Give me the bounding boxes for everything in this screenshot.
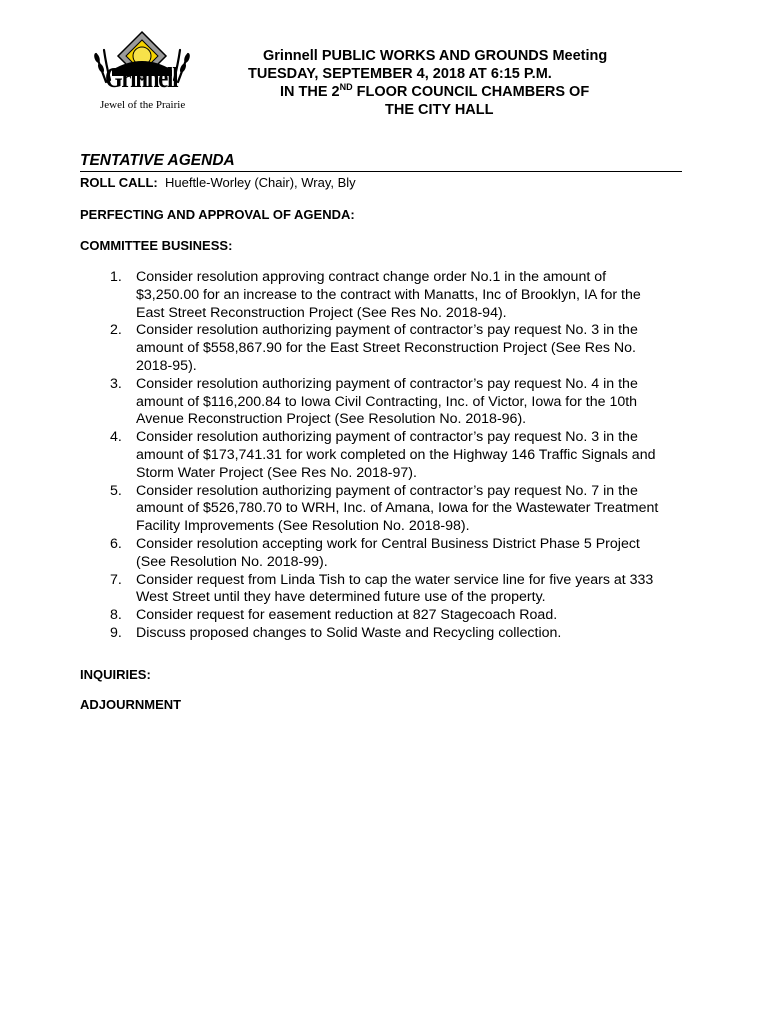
agenda-item bbox=[110, 376, 685, 429]
agenda-item bbox=[110, 572, 685, 608]
agenda-title: TENTATIVE AGENDA bbox=[80, 152, 682, 172]
logo-tagline: Jewel of the Prairie bbox=[100, 99, 186, 111]
agenda-item-text: East Street Reconstruction Project (See Res No. 2018-94). bbox=[136, 304, 507, 321]
meeting-title: Grinnell PUBLIC WORKS AND GROUNDS Meeting bbox=[263, 48, 608, 64]
agenda-item-text: Consider resolution authorizing payment of contractor’s pay request No. 4 in the bbox=[136, 375, 638, 392]
agenda-item-text: Facility Improvements (See Resolution No. 2018-98). bbox=[136, 518, 470, 535]
agenda-item bbox=[110, 429, 685, 482]
agenda-item bbox=[110, 483, 685, 536]
agenda-item-text: Discuss proposed changes to Solid Waste and Recycling collection. bbox=[136, 624, 562, 641]
meeting-location-cont: THE CITY HALL bbox=[385, 102, 494, 118]
agenda-item-text: West Street until they have determined future use of the property. bbox=[136, 589, 546, 606]
agenda-item-text: 2018-95). bbox=[136, 357, 197, 374]
agenda-items bbox=[110, 269, 685, 643]
agenda-item-number: 8. bbox=[110, 607, 122, 624]
roll-call: ROLL CALL: Hueftle-Worley (Chair), Wray, Bly bbox=[80, 175, 356, 190]
agenda-item bbox=[110, 607, 685, 625]
agenda-item-text: Consider request for easement reduction at 827 Stagecoach Road. bbox=[136, 607, 558, 624]
agenda-item-text: amount of $526,780.70 to WRH, Inc. of Amana, Iowa for the Wastewater Treatment bbox=[136, 500, 659, 517]
agenda-item-number: 9. bbox=[110, 624, 122, 641]
agenda-item-number: 4. bbox=[110, 429, 122, 446]
agenda-item bbox=[110, 625, 685, 643]
agenda-item-text: Consider resolution authorizing payment of contractor’s pay request No. 3 in the bbox=[136, 429, 638, 446]
inquiries-heading: INQUIRIES: bbox=[80, 667, 151, 682]
agenda-item-number: 5. bbox=[110, 482, 122, 499]
agenda-item-text: Consider resolution approving contract change order No.1 in the amount of bbox=[136, 269, 607, 285]
logo-wordmark: Grinnell bbox=[105, 62, 178, 94]
agenda-item-text: amount of $116,200.84 to Iowa Civil Contracting, Inc. of Victor, Iowa for the 10th bbox=[136, 393, 638, 410]
committee-business-heading: COMMITTEE BUSINESS: bbox=[80, 238, 233, 253]
meeting-datetime: TUESDAY, SEPTEMBER 4, 2018 AT 6:15 P.M. bbox=[248, 66, 552, 82]
agenda-item-text: amount of $558,867.90 for the East Street Reconstruction Project (See Res No. bbox=[136, 340, 636, 357]
agenda-item-text: Consider resolution accepting work for Central Business District Phase 5 Project bbox=[136, 535, 640, 552]
agenda-item bbox=[110, 269, 685, 322]
agenda-item bbox=[110, 536, 685, 572]
agenda-item-text: Avenue Reconstruction Project (See Resolution No. 2018-96). bbox=[136, 411, 527, 428]
agenda-item-text: Consider request from Linda Tish to cap the water service line for five years at 333 bbox=[136, 571, 654, 588]
agenda-item-number: 2. bbox=[110, 322, 122, 339]
agenda-item-text: Storm Water Project (See Res No. 2018-97). bbox=[136, 464, 417, 481]
agenda-item-text: (See Resolution No. 2018-99). bbox=[136, 553, 328, 570]
agenda-item-number: 3. bbox=[110, 375, 122, 392]
agenda-item-text: Consider resolution authorizing payment of contractor’s pay request No. 3 in the bbox=[136, 322, 638, 339]
agenda-item-number: 1. bbox=[110, 269, 122, 285]
perfecting-heading: PERFECTING AND APPROVAL OF AGENDA: bbox=[80, 207, 355, 222]
agenda-item-number: 7. bbox=[110, 571, 122, 588]
agenda-item-text: $3,250.00 for an increase to the contract with Manatts, Inc of Brooklyn, IA for the bbox=[136, 286, 641, 303]
agenda-item-text: amount of $173,741.31 for work completed on the Highway 146 Traffic Signals and bbox=[136, 446, 656, 463]
meeting-header bbox=[210, 47, 670, 119]
adjournment-heading: ADJOURNMENT bbox=[80, 697, 182, 712]
agenda-item-number: 6. bbox=[110, 535, 122, 552]
agenda-item bbox=[110, 322, 685, 375]
agenda-item-text: Consider resolution authorizing payment of contractor’s pay request No. 7 in the bbox=[136, 482, 638, 499]
meeting-location: IN THE 2ND FLOOR COUNCIL CHAMBERS OF bbox=[280, 82, 590, 100]
